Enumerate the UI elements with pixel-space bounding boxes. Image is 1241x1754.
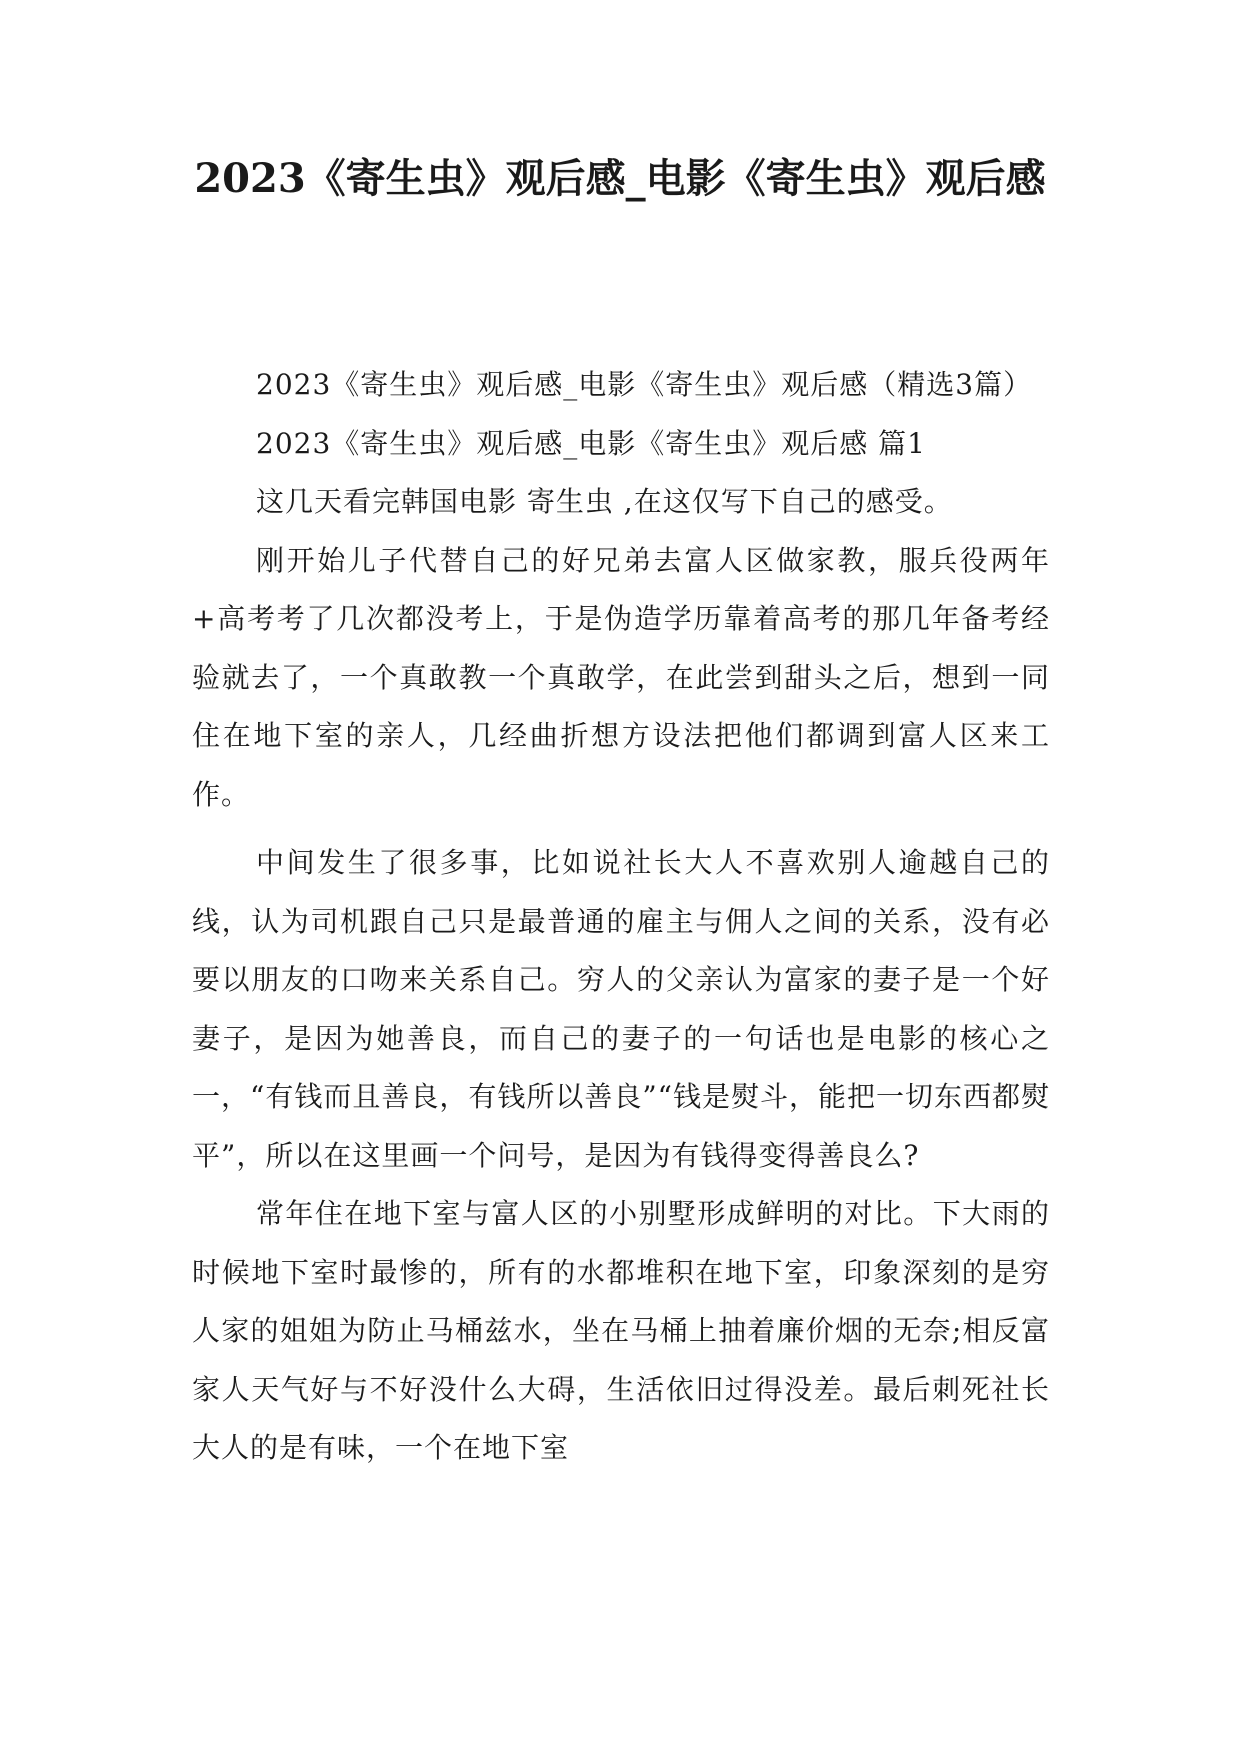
paragraph-section-heading: 2023《寄生虫》观后感_电影《寄生虫》观后感 篇1 [256, 426, 926, 460]
paragraph-4: 常年住在地下室与富人区的小别墅形成鲜明的对比。下大雨的时候地下室时最惨的，所有的水都堆积在地下室，印象深刻的是穷人家的姐姐为防止马桶兹水，坐在马桶上抽着廉价烟的无奈;相反富家人天气好与不好没什么大碍，生活依旧过得没差。最后刺死社长大人的是有味，一个在地下室 [192, 1197, 1050, 1464]
paragraph-3: 中间发生了很多事，比如说社长大人不喜欢别人逾越自己的线，认为司机跟自己只是最普通的雇主与佣人之间的关系，没有必要以朋友的口吻来关系自己。穷人的父亲认为富家的妻子是一个好妻子，是因为她善良，而自己的妻子的一句话也是电影的核心之一，“有钱而且善良，有钱所以善良”“钱是熨斗，能把一切东西都熨平”，所以在这里画一个问号，是因为有钱得变得善良么? [192, 846, 1050, 1172]
paragraph-2: 刚开始儿子代替自己的好兄弟去富人区做家教，服兵役两年+高考考了几次都没考上，于是伪造学历靠着高考的那几年备考经验就去了，一个真敢教一个真敢学，在此尝到甜头之后，想到一同住在地下室的亲人，几经曲折想方设法把他们都调到富人区来工作。 [192, 543, 1050, 811]
paragraph-intro: 2023《寄生虫》观后感_电影《寄生虫》观后感（精选3篇） [256, 368, 1033, 401]
paragraph-1: 这几天看完韩国电影 寄生虫 ,在这仅写下自己的感受。 [256, 485, 953, 518]
document-body [192, 356, 1050, 1478]
document-title: 2023《寄生虫》观后感_电影《寄生虫》观后感 [194, 155, 1046, 202]
